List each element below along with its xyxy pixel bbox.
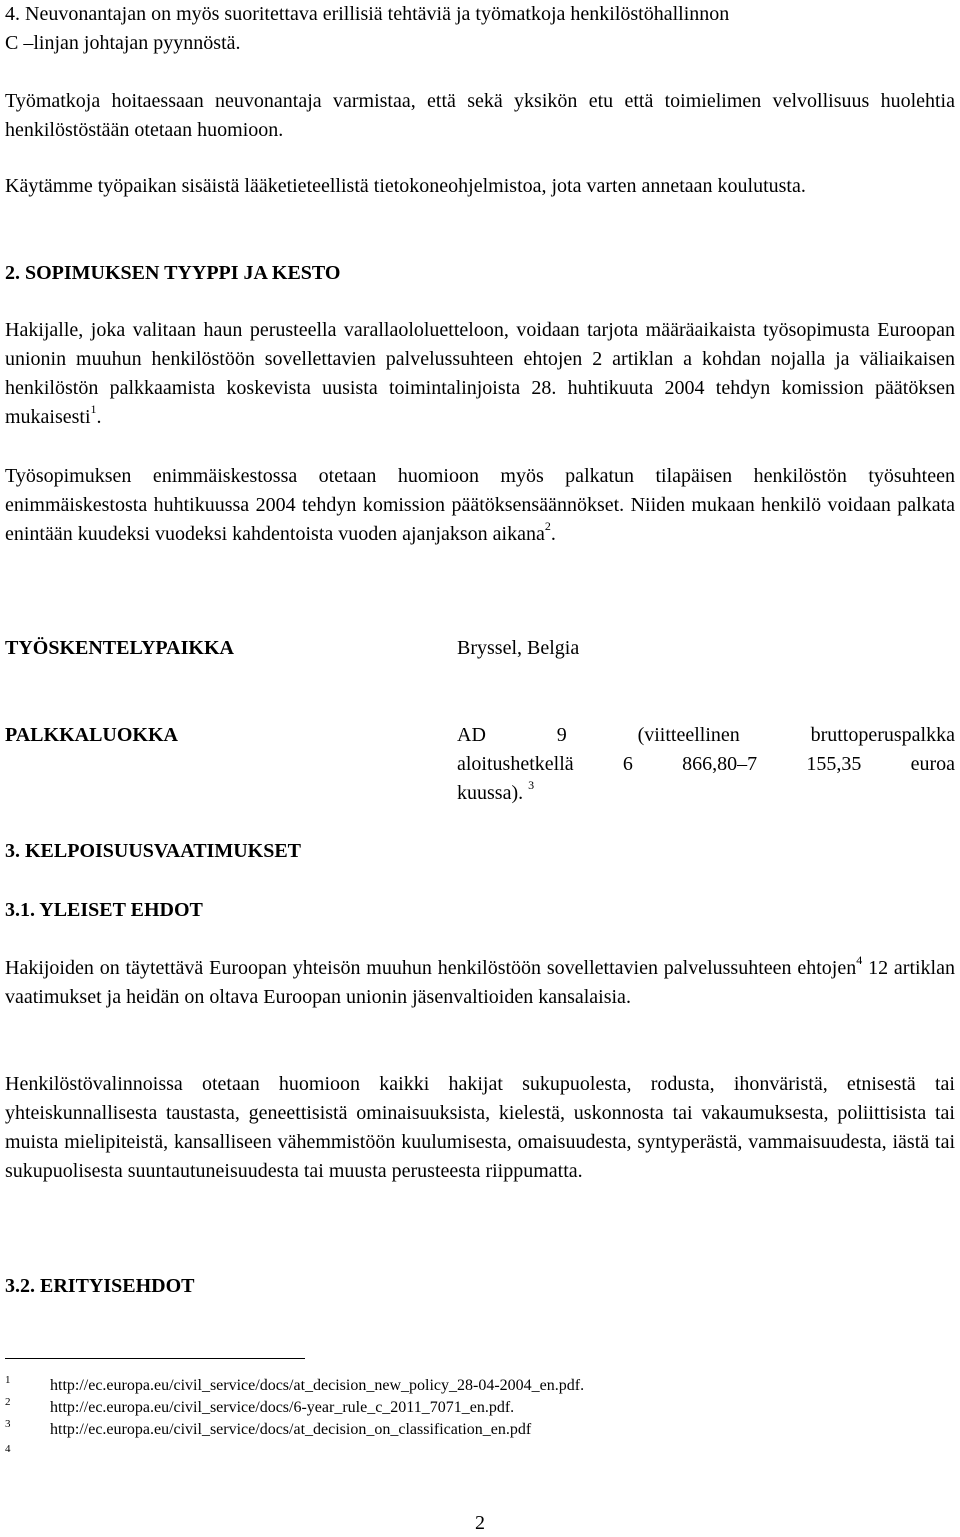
footnote-ref-3: 3: [528, 778, 535, 793]
footnote-3-number: 3: [5, 1418, 11, 1430]
paragraph-tyomatkoja: Työmatkoja hoitaessaan neuvonantaja varmistaa, että sekä yksikön etu että toimielimen velvollisuus huolehtia henkilöstöstään otetaan huomioon.: [5, 90, 955, 141]
section-3-1-paragraph-1: [5, 954, 955, 1012]
footnote-1-number: 1: [5, 1374, 11, 1386]
page-number: 2: [475, 1512, 485, 1534]
footnote-2-link[interactable]: http://ec.europa.eu/civil_service/docs/6-year_rule_c_2011_7071_en.pdf.: [50, 1399, 515, 1416]
item-4: [5, 0, 955, 58]
section-2-paragraph-1-end: .: [96, 406, 102, 428]
item-4-line-1: 4. Neuvonantajan on myös suoritettava erillisiä tehtäviä ja työmatkoja henkilöstöhallinnon: [5, 3, 730, 25]
grade-label: PALKKALUOKKA: [5, 724, 178, 746]
footnote-4-number: 4: [5, 1443, 11, 1455]
grade-line-2: aloitushetkellä 6 866,80–7 155,35 euroa: [457, 753, 955, 775]
grade-line-1: AD 9 (viitteellinen bruttoperuspalkka: [457, 724, 955, 746]
footnote-3-link[interactable]: http://ec.europa.eu/civil_service/docs/at_decision_on_classification_en.pdf: [50, 1421, 532, 1438]
paragraph-kaytamme: Käytämme työpaikan sisäistä lääketieteellistä tietokoneohjelmistoa, jota varten annetaan koulutusta.: [5, 175, 806, 197]
grade-line-3: [457, 779, 955, 808]
workplace-label: TYÖSKENTELYPAIKKA: [5, 637, 234, 659]
section-2-heading: 2. SOPIMUKSEN TYYPPI JA KESTO: [5, 262, 341, 284]
section-3-1-heading: 3.1. YLEISET EHDOT: [5, 899, 203, 921]
item-4-line-2: C –linjan johtajan pyynnöstä.: [5, 32, 241, 54]
section-2-paragraph-1: [5, 316, 955, 432]
section-3-2-heading: 3.2. ERITYISEHDOT: [5, 1275, 195, 1297]
section-3-1-paragraph-1-text-b: 12 artiklan vaatimukset ja heidän on oltava Euroopan unionin jäsenvaltioiden kansalaisia.: [5, 957, 955, 1008]
footnote-ref-1: 1: [90, 402, 97, 417]
section-2-paragraph-2: [5, 462, 955, 549]
section-3-1-paragraph-1-text-a: Hakijoiden on täytettävä Euroopan yhteisön muuhun henkilöstöön sovellettavien palvelussuhteen ehtojen: [5, 957, 857, 979]
section-3-heading: 3. KELPOISUUSVAATIMUKSET: [5, 840, 301, 862]
footnote-ref-2: 2: [544, 519, 551, 534]
footnote-2-number: 2: [5, 1396, 11, 1408]
grade-line-3-text: kuussa).: [457, 782, 524, 804]
grade-value: [457, 721, 955, 808]
section-2-paragraph-2-end: .: [550, 523, 556, 545]
footnote-separator: [5, 1358, 305, 1359]
section-2-paragraph-2-text: Työsopimuksen enimmäiskestossa otetaan huomioon myös palkatun tilapäisen henkilöstön työsuhteen enimmäiskestosta huhtikuussa 2004 tehdyn komission päätöksensäännökset. Niiden mukaan henkilö voidaan palkata enintään kuudeksi vuodeksi kahdentoista vuoden ajanjakson aikana: [5, 465, 955, 545]
section-2-paragraph-1-text: Hakijalle, joka valitaan haun perusteella varallaololuetteloon, voidaan tarjota määräaikaista työsopimusta Euroopan unionin muuhun henkilöstöön sovellettavien palvelussuhteen ehtojen 2 artiklan a kohdan nojalla ja väliaikaisen henkilöstön palkkaamista koskevista uusista toimintalinjoista 28. huhtikuuta 2004 tehdyn komission päätöksen mukaisesti: [5, 319, 955, 428]
footnote-ref-4: 4: [856, 953, 863, 968]
workplace-value: Bryssel, Belgia: [457, 637, 580, 659]
footnote-1-link[interactable]: http://ec.europa.eu/civil_service/docs/at_decision_new_policy_28-04-2004_en.pdf.: [50, 1377, 585, 1394]
section-3-1-paragraph-2: Henkilöstövalinnoissa otetaan huomioon kaikki hakijat sukupuolesta, rodusta, ihonväristä, etnisestä tai yhteiskunnallisesta taustasta, geneettisistä ominaisuuksista, kielestä, uskonnosta tai vakaumuksesta, poliittisista tai muista mielipiteistä, kansalliseen vähemmistöön kuulumisesta, omaisuudesta, syntyperästä, vammaisuudesta, iästä tai sukupuolisesta suuntautuneisuudesta tai muusta perusteesta riippumatta.: [5, 1073, 955, 1182]
